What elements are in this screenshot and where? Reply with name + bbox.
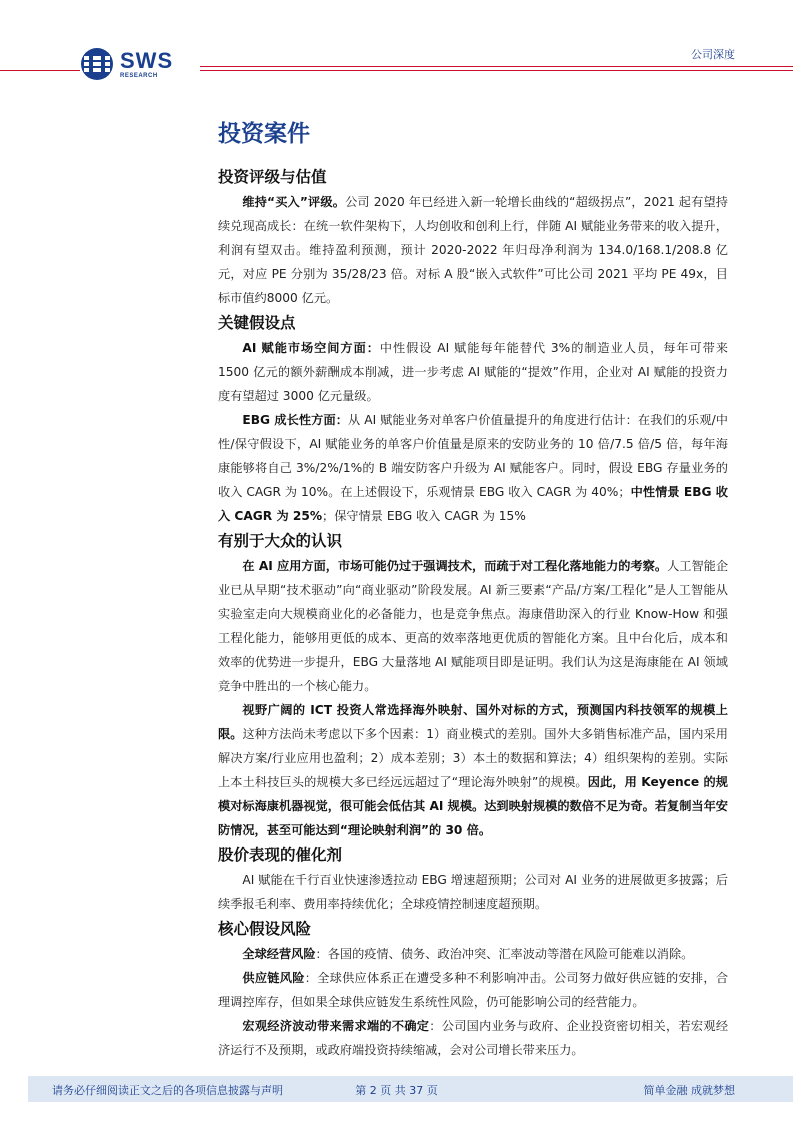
bold-text-run: 供应链风险: [242, 971, 305, 985]
page-header: [0, 0, 793, 100]
text-run: ：全球供应体系正在遭受多种不利影响冲击。公司努力做好供应链的安排，合理调控库存，但如果全球供应链发生系统性风险，仍可能影响公司的经营能力。: [218, 971, 729, 1009]
section-heading: 关键假设点: [218, 314, 296, 332]
body-paragraph: [218, 942, 728, 966]
logo-sub: RESEARCH: [120, 72, 158, 79]
section-heading: 有别于大众的认识: [218, 532, 343, 550]
bold-text-run: 在 AI 应用方面，市场可能仍过于强调技术，而疏于对工程化落地能力的考察。: [242, 559, 668, 573]
text-run: 这种方法尚未考虑以下多个因素：1）商业模式的差别。国外大多销售标准产品，国内采用解决方案/行业应用也盈利；2）成本差别；3）本土的数据和算法；4）组织架构的差别。实际上本土科技巨头的规模大多已经远远超过了“理论海外映射”的规模。: [218, 727, 728, 789]
section-heading: 股价表现的催化剂: [218, 846, 343, 864]
bold-text-run: AI 赋能市场空间方面：: [242, 341, 380, 355]
body-paragraph: [218, 868, 728, 916]
page-title: 投资案件: [218, 121, 310, 147]
bold-text-run: 维持“买入”评级。: [242, 195, 346, 209]
bold-text-run: 视野广阔的 ICT 投资人常选择海外映射、国外对标的方式，预测国内科技领军的规模上限。: [218, 703, 728, 741]
bold-text-run: 宏观经济波动带来需求端的不确定: [242, 1019, 430, 1033]
text-run: ：公司国内业务与政府、企业投资密切相关，若宏观经济运行不及预期，或政府端投资持续缩减，会对公司增长带来压力。: [218, 1019, 729, 1057]
text-run: 公司 2020 年已经进入新一轮增长曲线的“超级拐点”，2021 起有望持续兑现高成长：在统一软件架构下，人均创收和创利上行，伴随 AI 赋能业务带来的收入提升，利润有望双击。维持盈利预测，预计 2020-2022 年归母净利润为 134.0/168.1/208.8 亿元，对应 PE 分别为 35/28/23 倍。对标 A 股“嵌入式软件”可比公司 2021 平均 PE 49x，目标市值约8000 亿元。: [218, 195, 728, 305]
logo-brand: SWS: [120, 47, 174, 73]
sections-container: [218, 164, 728, 1062]
body-paragraph: [218, 966, 728, 1014]
body-paragraph: [218, 408, 728, 528]
body-paragraph: [218, 1014, 728, 1062]
bold-text-run: 中性情景 EBG 收入 CAGR 为 25%: [218, 485, 728, 523]
bold-text-run: 全球经营风险: [242, 947, 316, 961]
body-paragraph: [218, 336, 728, 408]
text-run: AI 赋能在千行百业快速渗透拉动 EBG 增速超预期；公司对 AI 业务的进展做更多披露；后续季报毛利率、费用率持续优化；全球疫情控制速度超预期。: [218, 873, 728, 911]
section-heading: 投资评级与估值: [218, 168, 327, 186]
footer-disclaimer: 请务必仔细阅读正文之后的各项信息披露与声明: [52, 1084, 283, 1097]
header-rule-top: [200, 66, 793, 67]
sws-logo-icon: [80, 47, 114, 81]
section-heading: 核心假设风险: [218, 920, 312, 938]
bold-text-run: 因此，用 Keyence 的规模对标海康机器视觉，很可能会低估其 AI 规模。达到映射规模的数倍不足为奇。若复制当年安防情况，甚至可能达到“理论映射利润”的 30 倍。: [218, 775, 728, 837]
header-rule-bottom: [200, 70, 793, 71]
bold-text-run: EBG 成长性方面：: [242, 413, 348, 427]
main-content: [218, 118, 728, 1062]
text-run: ：各国的疫情、债务、政治冲突、汇率波动等潜在风险可能难以消除。: [315, 947, 694, 961]
page-number: 第 2 页 共 37 页: [355, 1084, 438, 1097]
body-paragraph: [218, 554, 728, 698]
body-paragraph: [218, 190, 728, 310]
text-run: 从 AI 赋能业务对单客户价值量提升的角度进行估计：在我们的乐观/中性/保守假设下，AI 赋能业务的单客户价值量是原来的安防业务的 10 倍/7.5 倍/5 倍，每年海康能够将自己 3%/2%/1%的 B 端安防客户升级为 AI 赋能客户。同时，假设 EBG 存量业务的收入 CAGR 为 10%。在上述假设下，乐观情景 EBG 收入 CAGR 为 40%；: [218, 413, 728, 499]
report-type-tag: 公司深度: [691, 48, 735, 61]
body-paragraph: [218, 698, 728, 842]
text-run: 中性假设 AI 赋能每年能替代 3%的制造业人员，每年可带来 1500 亿元的额外薪酬成本削减，进一步考虑 AI 赋能的“提效”作用，企业对 AI 赋能的投资力度有望超过 3000 亿元量级。: [218, 341, 728, 403]
header-rule-left: [0, 70, 80, 71]
footer-slogan: 简单金融 成就梦想: [643, 1084, 735, 1097]
page-footer: [0, 1076, 793, 1108]
sws-logo: [80, 46, 173, 82]
text-run: 人工智能企业已从早期“技术驱动”向“商业驱动”阶段发展。AI 新三要素“产品/方案/工程化”是人工智能从实验室走向大规模商业化的必备能力，也是竞争焦点。海康借助深入的行业 Know-How 和强工程化能力，能够用更低的成本、更高的效率落地更优质的智能化方案。且中台化后，成本和效率的优势进一步提升，EBG 大量落地 AI 赋能项目即是证明。我们认为这是海康能在 AI 领域竞争中胜出的一个核心能力。: [218, 559, 729, 693]
text-run: ；保守情景 EBG 收入 CAGR 为 15%: [322, 509, 526, 523]
